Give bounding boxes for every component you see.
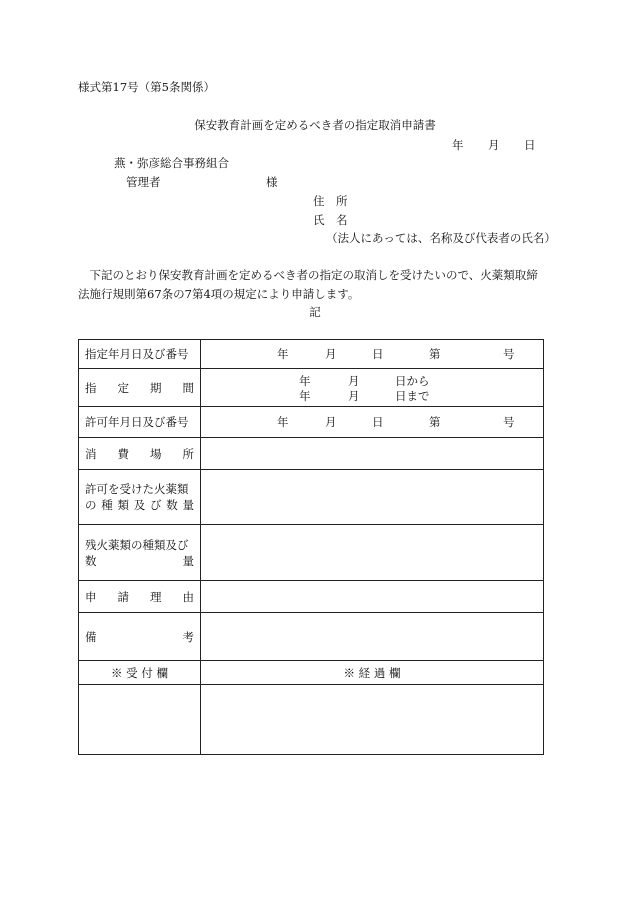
permit-month: 月 (325, 415, 337, 429)
applicant-name-label: 氏 名 (313, 213, 348, 227)
permit-dai: 第 (429, 415, 441, 429)
table-row-permit-date (79, 407, 544, 438)
table-row-application-reason (79, 581, 544, 613)
designation-dai: 第 (429, 347, 441, 361)
application-table (78, 339, 544, 755)
ki-heading: 記 (309, 305, 321, 319)
table-row-designation-date (79, 340, 544, 369)
reception-field (79, 685, 201, 755)
label-remarks (79, 613, 201, 661)
value-remaining-explosives[interactable] (201, 525, 544, 581)
date-day: 日 (524, 138, 536, 152)
period-from-year: 年 (299, 374, 311, 388)
value-designation-date (201, 340, 544, 369)
label-char: 期 (150, 380, 162, 395)
permit-day: 日 (372, 415, 384, 429)
label-char: 量 (182, 498, 194, 512)
date-month: 月 (488, 138, 500, 152)
label-char: 及 (133, 498, 146, 512)
document-title: 保安教育計画を定めるべき者の指定取消申請書 (194, 118, 436, 132)
recipient-organization: 燕・弥彦総合事務組合 (114, 156, 229, 170)
table-row-designation-period (79, 369, 544, 407)
label-char: 所 (182, 446, 194, 461)
value-designation-period (201, 369, 544, 407)
label-designation-date: 指定年月日及び番号 (79, 340, 201, 369)
permit-go: 号 (503, 415, 515, 429)
table-row-office-use (79, 685, 544, 755)
label-char: 種 (101, 498, 113, 512)
period-to-month: 月 (348, 389, 360, 403)
label-char: 費 (117, 446, 129, 461)
designation-month: 月 (325, 347, 337, 361)
applicant-address-label: 住 所 (313, 194, 348, 208)
permit-year: 年 (277, 415, 289, 429)
date-line (452, 138, 536, 152)
corporation-note: （法人にあっては、名称及び代表者の氏名） (326, 231, 556, 245)
table-row-permitted-explosives (79, 470, 544, 525)
table-row-remaining-explosives (79, 525, 544, 581)
label-char: 量 (182, 553, 194, 568)
label-char: 間 (182, 380, 194, 395)
table-row-consumption-place (79, 438, 544, 470)
period-to-day: 日まで (395, 389, 430, 403)
label-permitted-explosives (79, 470, 201, 525)
designation-go: 号 (503, 347, 515, 361)
label-char: び (150, 498, 162, 512)
label-char: 数 (85, 553, 97, 568)
label-char: 類 (117, 498, 129, 512)
reception-column-header: ※ 受 付 欄 (79, 661, 201, 685)
label-permit-date: 許可年月日及び番号 (79, 407, 201, 438)
body-sentence: 下記のとおり保安教育計画を定めるべき者の指定の取消しを受けたいので、火薬類取締法施行規則第67条の7第4項の規定により申請します。 (78, 268, 538, 301)
label-char: 場 (150, 446, 162, 461)
label-char: の (85, 498, 97, 512)
label-char: 理 (150, 589, 162, 604)
label-char: 備 (85, 629, 97, 644)
label-char: 由 (182, 589, 194, 604)
label-char: 数 (166, 498, 178, 512)
label-char: 消 (85, 446, 97, 461)
label-application-reason (79, 581, 201, 613)
period-from-month: 月 (348, 374, 360, 388)
label-char: 指 (85, 380, 97, 395)
label-char: 定 (117, 380, 129, 395)
value-remarks[interactable] (201, 613, 544, 661)
value-permit-date (201, 407, 544, 438)
designation-year: 年 (277, 347, 289, 361)
table-row-office-header (79, 661, 544, 685)
label-designation-period (79, 369, 201, 407)
form-number: 様式第17号（第5条関係） (78, 80, 215, 94)
period-to-year: 年 (299, 389, 311, 403)
period-from-day: 日から (395, 374, 430, 388)
value-permitted-explosives[interactable] (201, 470, 544, 525)
body-text (78, 266, 548, 304)
value-consumption-place[interactable] (201, 438, 544, 470)
recipient-role: 管理者 (126, 175, 161, 189)
recipient-honorific: 様 (266, 175, 278, 189)
label-char: 考 (182, 629, 194, 644)
value-application-reason[interactable] (201, 581, 544, 613)
label-line: 残火薬類の種類及び (85, 537, 189, 552)
label-consumption-place (79, 438, 201, 470)
label-line: 許可を受けた火薬類 (85, 482, 189, 496)
table-row-remarks (79, 613, 544, 661)
progress-column-header: ※ 経 過 欄 (201, 661, 544, 685)
progress-field (201, 685, 544, 755)
label-remaining-explosives (79, 525, 201, 581)
label-char: 申 (85, 589, 97, 604)
designation-day: 日 (372, 347, 384, 361)
label-char: 請 (117, 589, 129, 604)
date-year: 年 (452, 138, 464, 152)
